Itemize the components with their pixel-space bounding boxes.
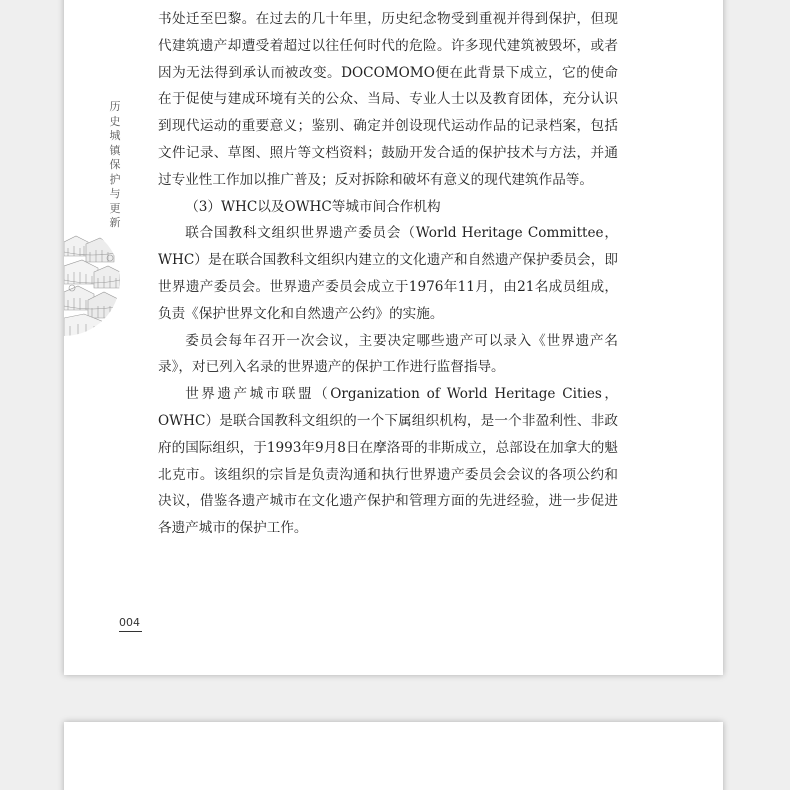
paragraph-whc: 联合国教科文组织世界遗产委员会（World Heritage Committee，WHC）是在联合国教科文组织内建立的文化遗产和自然遗产保护委员会，即世界遗产委员会。世界遗产委员会成立于1976年11月，由21名成员组成，负责《保护世界文化和自然遗产公约》的实施。	[158, 225, 618, 322]
section-heading-whc-owhc: （3）WHC以及OWHC等城市间合作机构	[185, 198, 441, 215]
city-sketch-illustration	[64, 222, 120, 338]
next-book-page	[64, 722, 723, 790]
paragraph-owhc: 世界遗产城市联盟（Organization of World Heritage Cities，OWHC）是联合国教科文组织的一个下属组织机构，是一个非盈利性、非政府的国际组织，于1993年9月8日在摩洛哥的非斯成立，总部设在加拿大的魁北克市。该组织的宗旨是负责沟通和执行世界遗产委员会会议的各项公约和决议，借鉴各遗产城市在文化遗产保护和管理方面的先进经验，进一步促进各遗产城市的保护工作。	[158, 386, 618, 537]
page-number: 004	[119, 616, 142, 632]
body-text	[158, 6, 618, 542]
running-title: 历史城镇保护与更新	[109, 100, 121, 229]
paragraph-committee: 委员会每年召开一次会议，主要决定哪些遗产可以录入《世界遗产名录》，对已列入名录的世界遗产的保护工作进行监督指导。	[158, 332, 618, 376]
paragraph-docomomo: 书处迁至巴黎。在过去的几十年里，历史纪念物受到重视并得到保护，但现代建筑遗产却遭受着超过以往任何时代的危险。许多现代建筑被毁坏，或者因为无法得到承认而被改变。DOCOMOMO便在此背景下成立，它的使命在于促使与建成环境有关的公众、当局、专业人士以及教育团体，充分认识到现代运动的重要意义；鉴别、确定并创设现代运动作品的记录档案，包括文件记录、草图、照片等文档资料；鼓励开发合适的保护技术与方法，并通过专业性工作加以推广普及；反对拆除和破坏有意义的现代建筑作品等。	[158, 11, 618, 188]
